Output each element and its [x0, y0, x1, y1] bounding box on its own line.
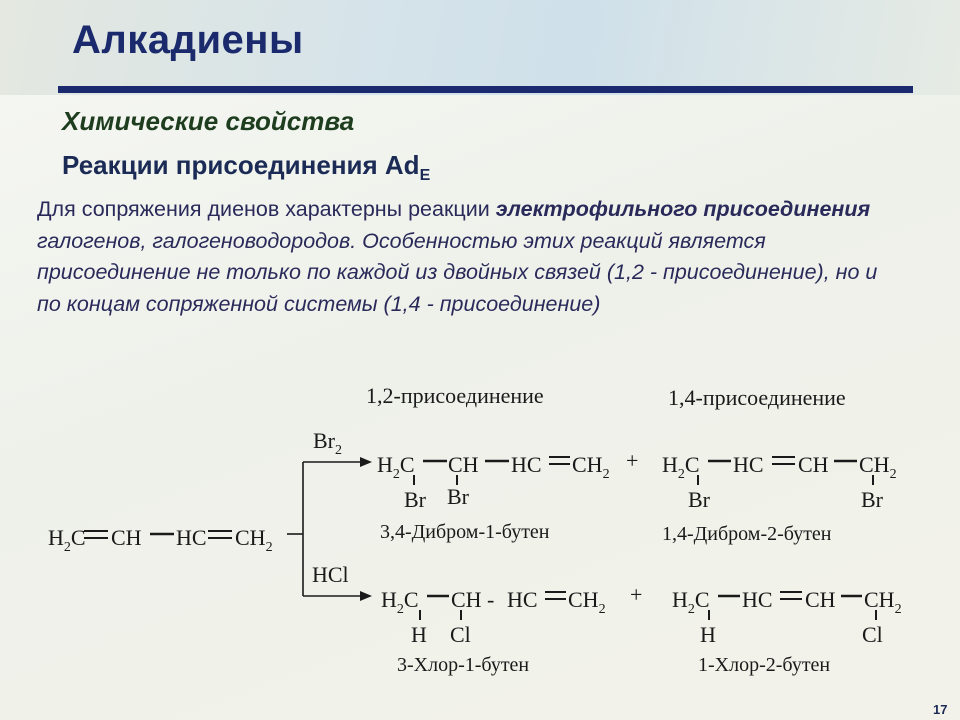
svg-text:CH2: $CH_2$ [572, 452, 610, 482]
svg-text:CH: CH [448, 452, 479, 477]
plus-sign-2: + [630, 582, 643, 607]
svg-text:HC: HC [507, 587, 538, 612]
slide-title: Алкадиены [72, 18, 304, 62]
product-3-chloro-1-butene [381, 587, 606, 676]
svg-text:H2C: $H_2C$ [662, 452, 700, 482]
svg-text:CH2: $CH_2$ [864, 587, 902, 617]
product-1-chloro-2-butene [672, 587, 902, 676]
svg-text:HC: HC [511, 452, 542, 477]
reagent-br2: $Br_2$ [313, 428, 342, 458]
butadiene-formula [48, 525, 273, 555]
svg-text:Cl: Cl [862, 622, 883, 647]
reaction-type-heading [62, 150, 430, 185]
section-subheading: Химические свойства [62, 106, 355, 136]
product-14-dibromo-2-butene [662, 452, 897, 545]
para-part2: галогенов, галогеноводородов. Особенностью этих реакций является присоединение не только по каждой из двойных связей (1,2 - присоединение), но и по концам сопряженной системы (1,4 - присоединение) [37, 228, 878, 316]
para-bold-phrase: электрофильного присоединения [495, 197, 871, 221]
svg-text:Br: Br [404, 487, 426, 512]
svg-text:H2C: $H_2C$ [48, 525, 86, 555]
svg-text:CH2: $CH_2$ [568, 587, 606, 617]
svg-text:Br: Br [688, 487, 710, 512]
svg-text:CH: CH [798, 452, 829, 477]
reaction-scheme [0, 360, 960, 700]
reaction-type-text: Реакции присоединения Ad [62, 150, 420, 180]
svg-text:HC: HC [742, 587, 773, 612]
svg-text:-: - [487, 587, 495, 612]
header-12-addition: 1,2-присоединение [366, 383, 544, 408]
page-number: 17 [933, 702, 948, 717]
product-name-3: 3-Хлор-1-бутен [397, 654, 530, 676]
title-rule [58, 86, 913, 93]
svg-text:CH: CH [805, 587, 836, 612]
description-paragraph [37, 194, 897, 320]
product-34-dibromo-1-butene [377, 452, 610, 543]
svg-text:H: H [411, 622, 427, 647]
svg-text:Br: Br [861, 487, 883, 512]
reagent-hcl: HCl [312, 562, 349, 587]
svg-text:Cl: Cl [450, 622, 471, 647]
product-name-2: 1,4-Дибром-2-бутен [662, 523, 832, 545]
product-name-1: 3,4-Дибром-1-бутен [380, 521, 550, 543]
svg-text:CH2: $CH_2$ [235, 525, 273, 555]
svg-text:HC: HC [733, 452, 764, 477]
svg-text:H2C: $H_2C$ [377, 452, 415, 482]
header-14-addition: 1,4-присоединение [668, 385, 846, 410]
svg-text:CH2: $CH_2$ [859, 452, 897, 482]
svg-text:H2C: $H_2C$ [672, 587, 710, 617]
svg-text:CH: CH [111, 525, 142, 550]
plus-sign-1: + [626, 448, 639, 473]
reaction-type-subscript: E [419, 167, 431, 184]
svg-text:H2C: $H_2C$ [381, 587, 419, 617]
product-name-4: 1-Хлор-2-бутен [698, 654, 831, 676]
svg-text:CH: CH [451, 587, 482, 612]
svg-text:HC: HC [176, 525, 207, 550]
para-part1: Для сопряжения диенов характерны реакции [37, 197, 496, 221]
svg-text:H: H [700, 622, 716, 647]
svg-text:Br: Br [447, 484, 469, 509]
